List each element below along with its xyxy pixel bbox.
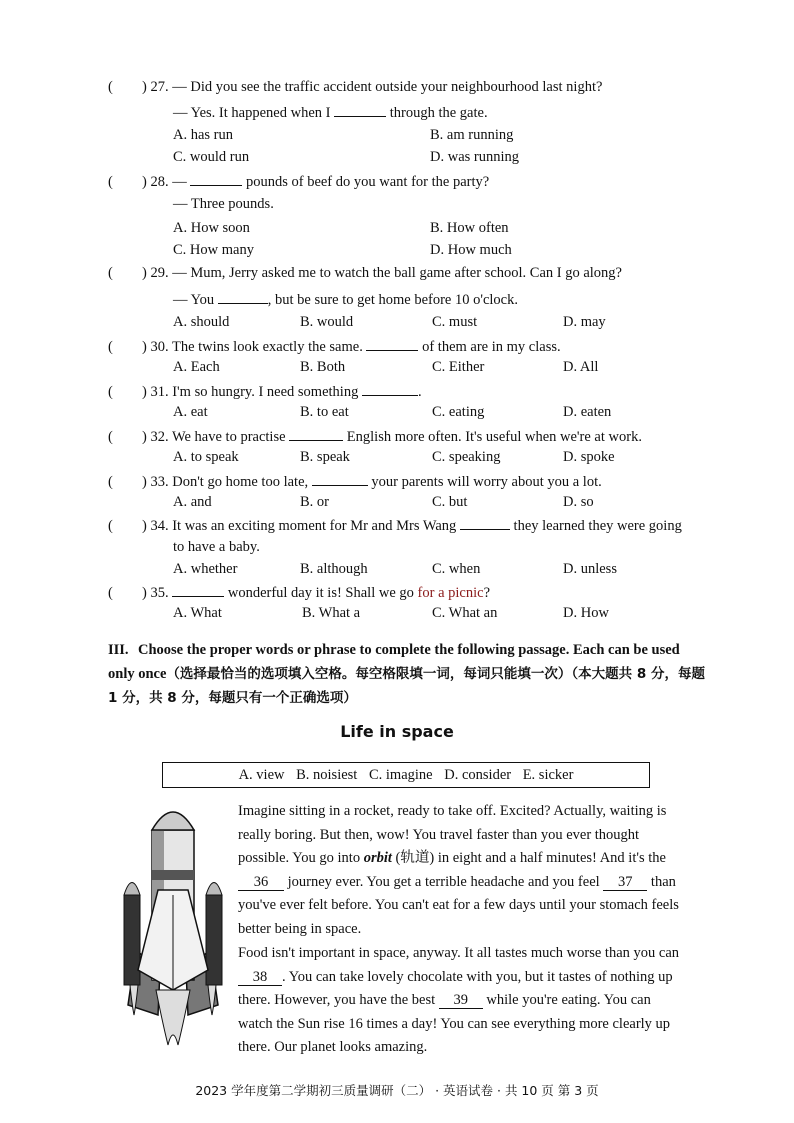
passage-paragraph-2: Food isn't important in space, anyway. It all tastes much worse than you can 38 . You can take lovely chocolate with you, but it tastes of nothing up there. However, you have the best 39 while you're eating. You can watch the Sun rise 16 times a day! You can see everything more clearly up there. Our planet looks amazing. <box>238 945 680 1056</box>
option: A. whether <box>173 561 238 577</box>
answer-blank <box>312 471 368 486</box>
q-stem-line: — Three pounds. <box>173 196 274 212</box>
question-35: ( ) 35. wonderful day it is! Shall we go for a picnic? <box>108 582 490 602</box>
section-instructions-en: Choose the proper words or phrase to complete the following passage. Each can be used only once <box>108 642 680 682</box>
option: B. would <box>300 314 354 330</box>
option: B. although <box>300 561 368 577</box>
word-option: D. consider <box>444 767 512 783</box>
question-32: ( ) 32. We have to practise English more often. It's useful when we're at work. <box>108 426 642 446</box>
page-footer: 2023 学年度第二学期初三质量调研（二） · 英语试卷 · 共 10 页 第 3 页 <box>195 1083 599 1098</box>
q-number: ) 28. <box>142 174 169 190</box>
q-stem-line: — You , but be sure to get home before 10 o'clock. <box>173 289 518 309</box>
section-instructions-zh: （选择最恰当的选项填入空格。每空格限填一词，每词只能填一次）（本大题共 8 分，每题 1 分，共 8 分，每题只有一个正确选项） <box>108 666 705 706</box>
option: D. so <box>563 494 594 510</box>
option: A. eat <box>173 404 208 420</box>
answer-blank <box>362 381 418 396</box>
option: D. How <box>563 605 609 621</box>
option: B. How often <box>430 220 509 236</box>
option: B. am running <box>430 127 514 143</box>
option: C. must <box>432 314 478 330</box>
answer-paren[interactable]: ( <box>108 585 113 601</box>
option: A. What <box>173 605 222 621</box>
question-28: ( ) 28. — pounds of beef do you want for the party? <box>108 171 489 191</box>
question-33: ( ) 33. Don't go home too late, your parents will worry about you a lot. <box>108 471 602 491</box>
answer-blank <box>172 582 224 597</box>
rocket-illustration <box>118 800 228 1050</box>
q-number: ) 34. <box>142 518 169 534</box>
word-option: E. sicker <box>522 767 574 783</box>
passage-title: Life in space <box>340 722 454 741</box>
option: A. has run <box>173 127 234 143</box>
question-34: ( ) 34. It was an exciting moment for Mr and Mrs Wang they learned they were going <box>108 515 682 535</box>
answer-blank <box>190 171 242 186</box>
blank-37: 37 <box>603 874 647 891</box>
option: D. How much <box>430 242 512 258</box>
answer-paren[interactable]: ( <box>108 474 113 490</box>
option: C. How many <box>173 242 254 258</box>
option: D. spoke <box>563 449 615 465</box>
answer-paren[interactable]: ( <box>108 429 113 445</box>
answer-blank <box>218 289 268 304</box>
q-number: ) 32. <box>142 429 169 445</box>
q-number: ) 30. <box>142 339 169 355</box>
answer-paren[interactable]: ( <box>108 339 113 355</box>
option: A. How soon <box>173 220 250 236</box>
option: D. unless <box>563 561 617 577</box>
option: A. should <box>173 314 230 330</box>
section-3-instructions <box>108 638 708 710</box>
section-number: III. <box>108 642 129 658</box>
question-30: ( ) 30. The twins look exactly the same. of them are in my class. <box>108 336 561 356</box>
question-27 <box>108 78 602 96</box>
option: B. speak <box>300 449 350 465</box>
blank-36: 36 <box>238 874 284 891</box>
option: C. What an <box>432 605 498 621</box>
option: A. to speak <box>173 449 239 465</box>
q-number: ) 33. <box>142 474 169 490</box>
option: C. but <box>432 494 468 510</box>
option: B. What a <box>302 605 361 621</box>
answer-paren[interactable]: ( <box>108 265 113 281</box>
answer-paren[interactable]: ( <box>108 518 113 534</box>
answer-paren[interactable]: ( <box>108 79 113 95</box>
answer-paren[interactable]: ( <box>108 384 113 400</box>
option: C. eating <box>432 404 485 420</box>
word-option: B. noisiest <box>296 767 358 783</box>
q-stem: — Did you see the traffic accident outside your neighbourhood last night? <box>172 79 603 95</box>
option: A. and <box>173 494 212 510</box>
option: D. was running <box>430 149 520 165</box>
option: D. eaten <box>563 404 612 420</box>
option: C. Either <box>432 359 485 375</box>
option: D. All <box>563 359 599 375</box>
q-number: ) 31. <box>142 384 169 400</box>
option: C. speaking <box>432 449 501 465</box>
question-31: ( ) 31. I'm so hungry. I need something . <box>108 381 422 401</box>
q-number: ) 29. <box>142 265 169 281</box>
answer-paren[interactable]: ( <box>108 174 113 190</box>
option: B. or <box>300 494 329 510</box>
blank-39: 39 <box>439 992 483 1009</box>
q-number: ) 35. <box>142 585 169 601</box>
option: D. may <box>563 314 606 330</box>
q-stem-line: to have a baby. <box>173 539 260 555</box>
option: C. when <box>432 561 481 577</box>
answer-blank <box>366 336 418 351</box>
word-bank <box>162 762 650 788</box>
option: B. to eat <box>300 404 349 420</box>
passage-paragraph-1: Imagine sitting in a rocket, ready to take off. Excited? Actually, waiting is really boring. But then, wow! You travel faster than you ever thought possible. You go into orbit (轨道) in eight and a half minutes! And it's the 36 journey ever. You get a terrible headache and you feel 37 than you've ever felt before. You can't eat for a few days until your stomach feels better being in space. <box>238 803 679 937</box>
q-number: ) 27. <box>142 79 169 95</box>
option: C. would run <box>173 149 250 165</box>
word-option: A. view <box>238 767 285 783</box>
answer-blank <box>289 426 343 441</box>
option: A. Each <box>173 359 220 375</box>
q-stem-line: — Yes. It happened when I through the gate. <box>173 102 488 122</box>
blank-38: 38 <box>238 969 282 986</box>
answer-blank <box>460 515 510 530</box>
option: B. Both <box>300 359 346 375</box>
answer-blank <box>334 102 386 117</box>
word-option: C. imagine <box>368 767 433 783</box>
question-29: ( ) 29. — Mum, Jerry asked me to watch the ball game after school. Can I go along? <box>108 265 622 281</box>
